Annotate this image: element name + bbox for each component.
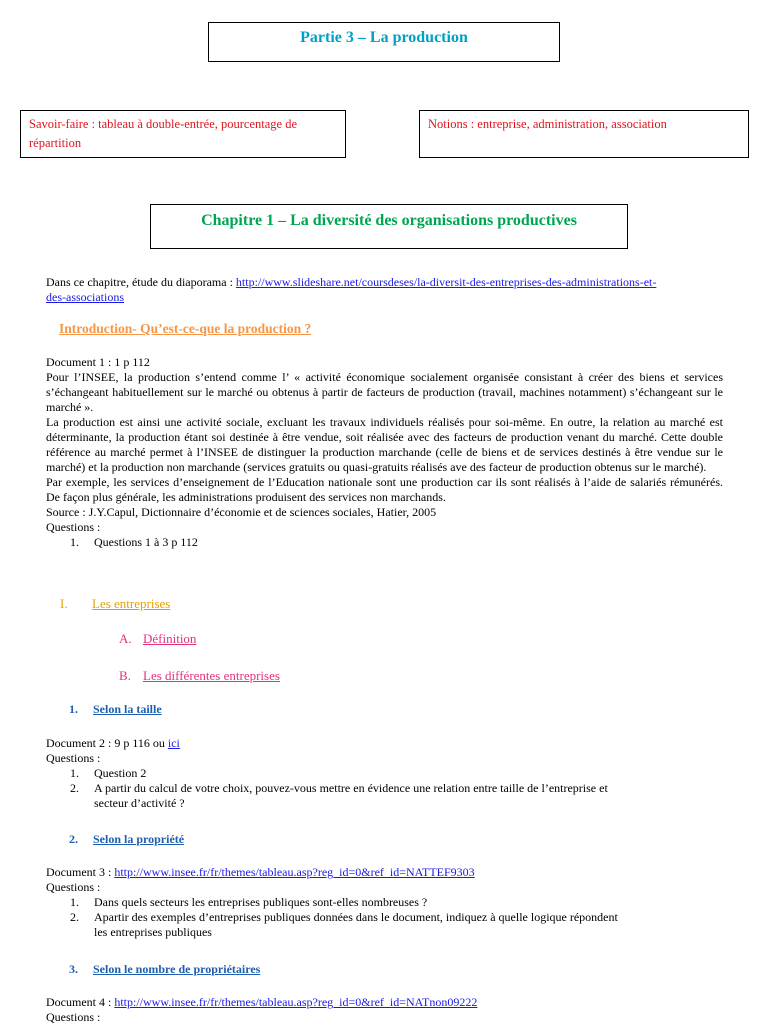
diaporama-link[interactable]: http://www.slideshare.net/coursdeses/la-diversit-des-entreprises-des-administrations-et- — [235, 275, 657, 289]
question-text-cont: les entreprises publiques — [94, 925, 212, 939]
list-number: 2. — [70, 781, 79, 795]
sub-3-number: 3. — [69, 962, 78, 976]
document-4-title — [46, 995, 723, 1010]
section-1b-number: B. — [119, 668, 131, 683]
sub-3-heading — [69, 962, 260, 977]
sub-2-title: Selon la propriété — [93, 832, 185, 846]
document-2-prefix: Document 2 : 9 p 116 ou — [46, 736, 168, 750]
sub-1-number: 1. — [69, 702, 78, 716]
question-text: Apartir des exemples d’entreprises publiques données dans le document, indiquez à quelle logique répondent — [94, 910, 618, 924]
section-1b-title: Les différentes entreprises — [143, 668, 280, 683]
part-title-box — [208, 22, 560, 62]
document-2-question-2 — [46, 781, 723, 811]
introduction-heading: Introduction- Qu’est-ce-que la production ? — [59, 321, 312, 336]
document-4-link[interactable]: http://www.insee.fr/fr/themes/tableau.asp?reg_id=0&ref_id=NATnon09222 — [114, 995, 478, 1009]
list-number: 1. — [70, 766, 79, 780]
document-3-question-2 — [46, 910, 723, 940]
question-text-cont: secteur d’activité ? — [94, 796, 185, 810]
document-3-prefix: Document 3 : — [46, 865, 115, 879]
question-text: Question 2 — [94, 766, 147, 780]
document-2-link[interactable]: ici — [167, 736, 180, 750]
document-1-questions-label: Questions : — [46, 520, 101, 534]
document-2-questions-label: Questions : — [46, 751, 101, 765]
part-title: Partie 3 – La production — [300, 29, 468, 46]
document-3-link[interactable]: http://www.insee.fr/fr/themes/tableau.asp?reg_id=0&ref_id=NATTEF9303 — [114, 865, 475, 879]
sub-3-title: Selon le nombre de propriétaires — [93, 962, 261, 976]
section-1-heading — [60, 596, 170, 611]
document-2 — [46, 736, 723, 811]
savoir-faire-text: Savoir-faire : tableau à double-entrée, pourcentage de répartition — [29, 117, 298, 150]
list-number: 2. — [70, 910, 79, 924]
document-1-source: Source : J.Y.Capul, Dictionnaire d’économie et de sciences sociales, Hatier, 2005 — [46, 505, 437, 519]
chapter-title-box — [150, 204, 628, 249]
savoir-faire-box — [20, 110, 346, 158]
sub-1-title: Selon la taille — [93, 702, 162, 716]
document-4-questions-label: Questions : — [46, 1010, 101, 1024]
list-number: 1. — [70, 535, 79, 549]
section-1-number: I. — [60, 596, 68, 611]
sub-2-heading — [69, 832, 184, 847]
diaporama-link-cont[interactable]: des-associations — [46, 290, 124, 304]
question-text: Dans quels secteurs les entreprises publiques sont-elles nombreuses ? — [94, 895, 428, 909]
section-1b-heading — [119, 668, 280, 683]
document-2-title — [46, 736, 723, 751]
document-1-paragraph-1: Pour l’INSEE, la production s’entend comme l’ « activité économique socialement organisée consistant à créer des biens et services s’échangeant habituellement sur le marché ou obtenus à partir de facteurs de production (travail, machines notamment) s’échangeant sur le marché ». — [46, 370, 723, 414]
document-1-question-1 — [46, 535, 723, 550]
section-1a-heading — [119, 631, 196, 646]
section-1a-number: A. — [119, 631, 132, 646]
section-1a-title: Définition — [143, 631, 197, 646]
document-4 — [46, 995, 723, 1025]
list-number: 1. — [70, 895, 79, 909]
document-1-paragraph-2: La production est ainsi une activité sociale, excluant les travaux individuels réalisés pour soi-même. En outre, la relation au marché est déterminante, la production étant soi destinée à être vendue, soit réalisée avec des facteurs de production venant du marché. Cette double référence au marché permet à l’INSEE de distinguer la production marchande (celle de biens et de services destinés à être vendue sur le marché) et la production non marchande (services gratuits ou quasi-gratuits réalisés ave des facteur de production obtenus sur le marché). — [46, 415, 723, 474]
document-1 — [46, 355, 723, 550]
section-1-title: Les entreprises — [92, 596, 171, 611]
chapter-title: Chapitre 1 – La diversité des organisations productives — [201, 212, 577, 229]
document-4-prefix: Document 4 : — [46, 995, 115, 1009]
notions-box — [419, 110, 749, 158]
document-2-question-1 — [46, 766, 723, 781]
notions-text: Notions : entreprise, administration, association — [428, 117, 667, 131]
question-text: Questions 1 à 3 p 112 — [94, 535, 198, 549]
document-3-questions-label: Questions : — [46, 880, 101, 894]
diaporama-intro — [46, 275, 726, 305]
question-text: A partir du calcul de votre choix, pouvez-vous mettre en évidence une relation entre taille de l’entreprise et — [94, 781, 608, 795]
sub-1-heading — [69, 702, 162, 717]
document-3-question-1 — [46, 895, 723, 910]
document-1-paragraph-3: Par exemple, les services d’enseignement de l’Education nationale sont une production car ils sont réalisés à l’aide de salariés rémunérés. De façon plus générale, les administrations produisent des services non marchands. — [46, 475, 723, 504]
diaporama-prefix: Dans ce chapitre, étude du diaporama : — [46, 275, 236, 289]
document-1-title: Document 1 : 1 p 112 — [46, 355, 150, 369]
document-3-title — [46, 865, 723, 880]
document-3 — [46, 865, 723, 940]
sub-2-number: 2. — [69, 832, 78, 846]
